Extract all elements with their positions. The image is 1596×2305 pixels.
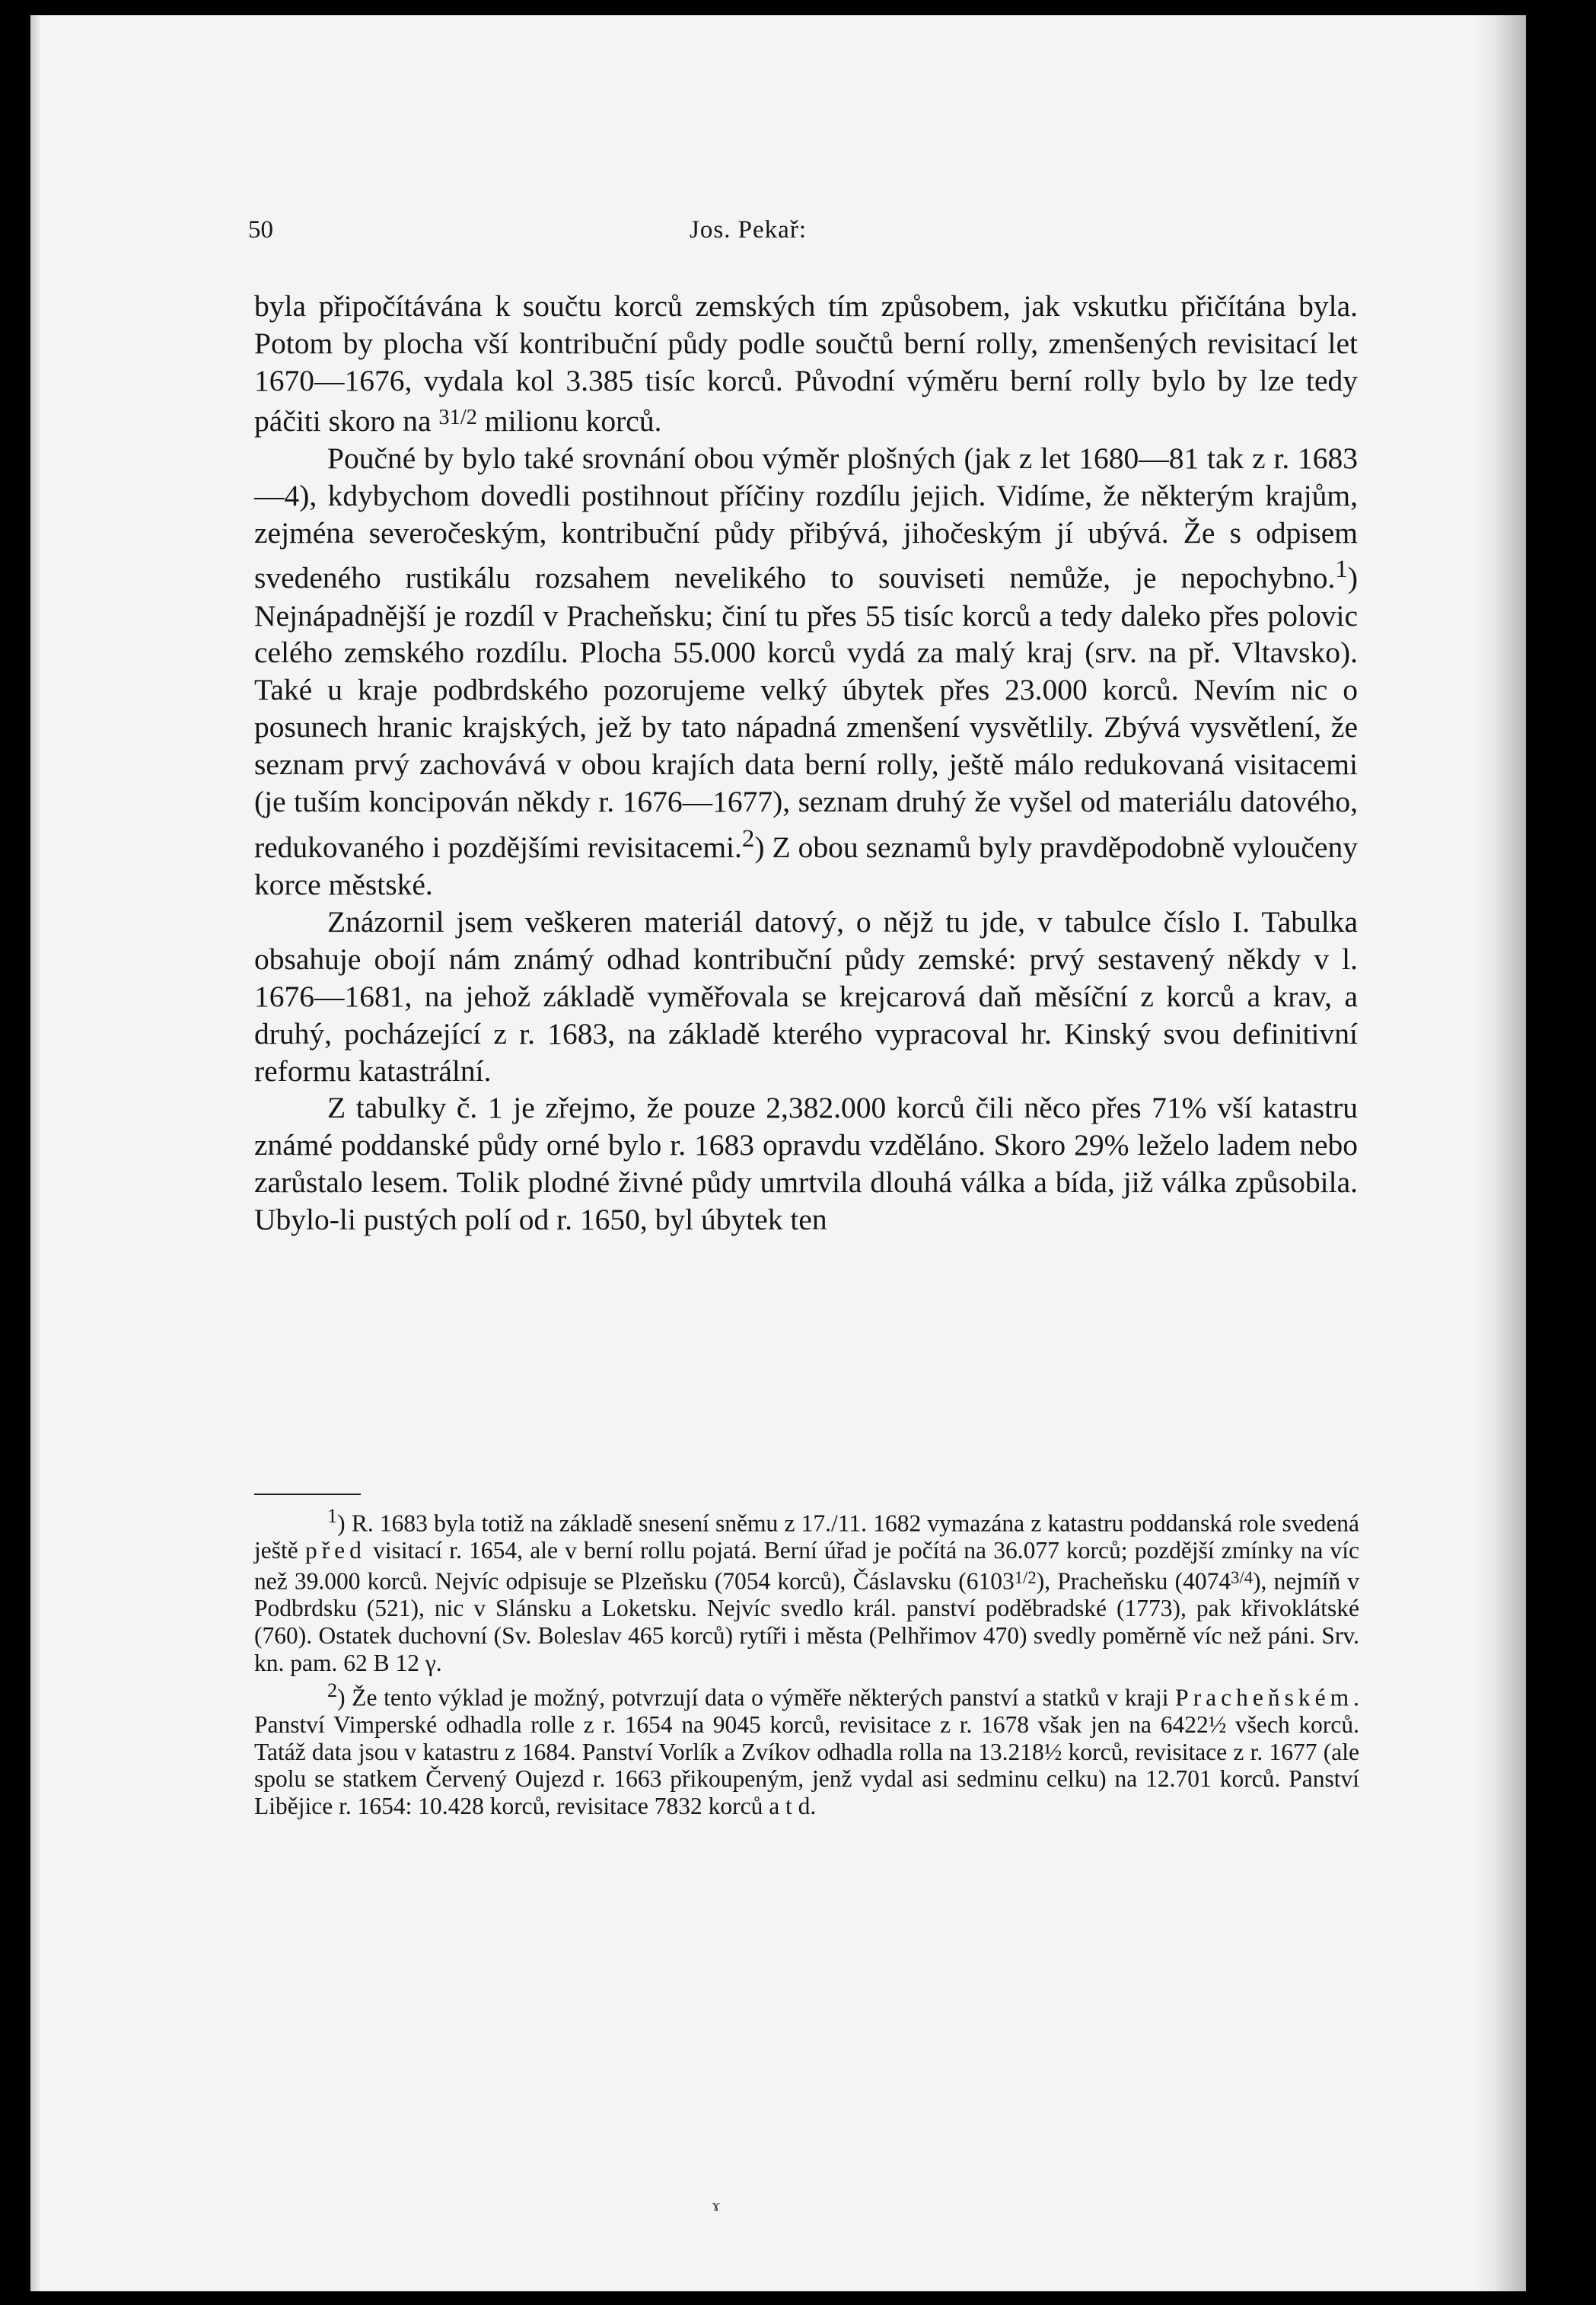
footnote-1-text-b: visitací r. 1654, ale v berní rollu pojatá. Berní úřad je počítá na 36.077 korců; pozdější zmínky na víc než 39.000 korců. Nejvíc odpisuje se Plzeňsku (7054 korců), Čáslavsku (6103 <box>254 1537 1359 1595</box>
footnote-2-spaced: Pracheňském <box>1175 1684 1354 1711</box>
paragraph-4: Z tabulky č. 1 je zřejmo, že pouze 2,382.000 korců čili něco přes 71% vší katastru známé poddanské půdy orné bylo r. 1683 opravdu vzděláno. Skoro 29% leželo ladem nebo zarůstalo lesem. Tolik plodné živné půdy umrtvila dlouhá válka a bída, již válka způsobila. Ubylo-li pustých polí od r. 1650, byl úbytek ten <box>254 1091 1358 1237</box>
footnote-1-fraction-1: 1/2 <box>1014 1568 1037 1588</box>
main-text <box>254 288 1358 1239</box>
paragraph-3: Znázornil jsem veškeren materiál datový, o nějž tu jde, v tabulce číslo I. Tabulka obsahuje obojí nám známý odhad kontribuční půdy zemské: prvý sestavený někdy v l. 1676—1681, na jehož základě vyměřovala se krejcarová daň měsíční z korců a krav, a druhý, pocházející z r. 1683, na základě kterého vypracoval hr. Kinský svou definitivní reformu katastrální. <box>254 904 1358 1088</box>
footnote-divider <box>254 1494 361 1495</box>
footnote-1-text-d: ), nejmíň v Podbrdsku (521), nic v Slánsku a Loketsku. Nejvíc svedlo král. panství poděbradské (1773), pak křivoklátské (760). Ostatek duchovní (Sv. Boleslav 465 korců) rytíři i města (Pelhřimov 470) svedly poměrně víc než páni. Srv. kn. pam. 62 B 12 γ. <box>254 1567 1359 1676</box>
footnote-2 <box>254 1677 1359 1820</box>
paragraph-2-text-b: ) Nejnápadnější je rozdíl v Pracheňsku; činí tu přes 55 tisíc korců a tedy daleko přes polovic celého zemského rozdílu. Plocha 55.000 korců vydá za malý kraj (srv. na př. Vltavsko). Také u kraje podbrdského pozorujeme velký úbytek přes 23.000 korců. Nevím nic o posunech hranic krajských, jež by tato nápadná zmenšení vysvětlily. Zbývá vysvětlení, že seznam prvý zachovává v obou krajích data berní rolly, ještě málo redukovaná visitacemi (je tuším koncipován někdy r. 1676—1677), seznam druhý že vyšel od materiálu datového, redukovaného i pozdějšími revisitacemi. <box>254 561 1358 865</box>
fraction: 31/2 <box>438 405 477 429</box>
footnotes <box>254 1503 1359 1820</box>
footnote-1-mark: 1 <box>327 1505 338 1527</box>
footnote-2-text-a: ) Že tento výklad je možný, potvrzují data o výměře některých panství a statků v kraji <box>337 1684 1176 1711</box>
paragraph-1-text: byla připočítávána k součtu korců zemských tím způsobem, jak vskutku přičítána byla. Potom by plocha vší kontribuční půdy podle součtů berní rolly, zmenšených revisitací let 1670—1676, vydala kol 3.385 tisíc korců. Původní výměru berní rolly bylo by lze tedy páčiti skoro na <box>254 289 1358 438</box>
page-number: 50 <box>248 216 273 244</box>
paragraph-2-text-c: ) Z obou seznamů byly pravděpodobně vyloučeny korce městské. <box>254 831 1358 901</box>
footnote-2-mark: 2 <box>327 1679 338 1701</box>
page-header <box>248 216 1359 251</box>
footnote-ref-1: 1 <box>1335 556 1348 584</box>
footnote-1-spaced: před <box>304 1537 366 1564</box>
footnote-1-text-c: ), Pracheňsku (4074 <box>1036 1567 1231 1595</box>
printer-mark: ɤ <box>712 2195 720 2214</box>
binding-shadow <box>1473 15 1526 2291</box>
footnote-1-text-a: ) R. 1683 byla totiž na základě snesení sněmu z 17./11. 1682 vymazána z katastru poddanská role svedená ještě <box>254 1510 1359 1564</box>
footnote-ref-2: 2 <box>741 824 755 853</box>
footnote-1 <box>254 1503 1359 1677</box>
paragraph-2 <box>254 440 1358 904</box>
footnote-2-text-b: . Panství Vimperské odhadla rolle z r. 1654 na 9045 korců, revisitace z r. 1678 však jen na 6422½ všech korců. Tatáž data jsou v katastru z 1684. Panství Vorlík a Zvíkov odhadla rolla na 13.218½ korců, revisitace z r. 1677 (ale spolu se statkem Červený Oujezd r. 1663 přikoupeným, jenž vydal asi sedminu celku) na 12.701 korců. Panství Libějice r. 1654: 10.428 korců, revisitace 7832 korců a t d. <box>254 1684 1359 1820</box>
paragraph-1 <box>254 288 1358 440</box>
paragraph-1-end: milionu korců. <box>476 403 662 438</box>
page-edge-shadow <box>30 15 41 2291</box>
footnote-1-fraction-2: 3/4 <box>1231 1568 1254 1588</box>
running-head: Jos. Pekař: <box>690 216 807 244</box>
paragraph-2-text-a: Poučné by bylo také srovnání obou výměr plošných (jak z let 1680—81 tak z r. 1683—4), kdybychom dovedli postihnout příčiny rozdílu jejich. Vidíme, že některým krajům, zejména severočeským, kontribuční půdy přibývá, jihočeským jí ubývá. Že s odpisem svedeného rustikálu rozsahem nevelikého to souviseti nemůže, je nepochybno. <box>254 441 1358 595</box>
